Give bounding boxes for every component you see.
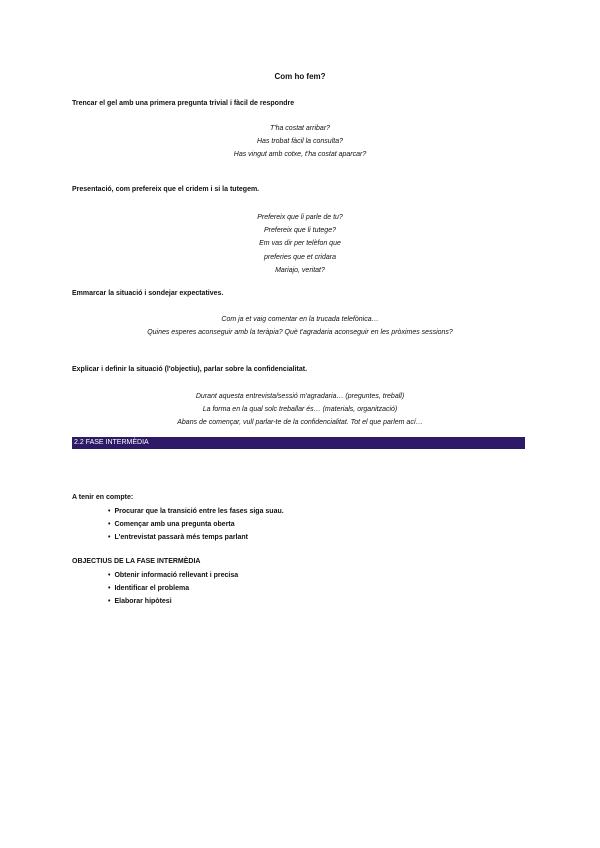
section-lead-explain: Explicar i definir la situació (l'objectiu), parlar sobre la confidencialitat. bbox=[72, 366, 308, 373]
example-line: Prefereix que li parle de tu? bbox=[257, 214, 343, 221]
example-questions-icebreaker bbox=[0, 122, 600, 162]
objectius-heading: OBJECTIUS DE LA FASE INTERMÈDIA bbox=[72, 558, 201, 565]
section-lead-icebreaker: Trencar el gel amb una primera pregunta trivial i fàcil de respondre bbox=[72, 100, 295, 107]
example-line: La forma en la qual solc treballar és… (materials, organització) bbox=[202, 406, 398, 414]
list-item: • Procurar que la transició entre les fases siga suau. bbox=[108, 505, 284, 518]
list-item: • Identificar el problema bbox=[108, 582, 238, 595]
example-line: Com ja et vaig comentar en la trucada telefònica… bbox=[221, 316, 379, 323]
objectius-list bbox=[108, 569, 238, 608]
list-item: • Obtenir informació rellevant i precisa bbox=[108, 569, 238, 582]
example-line: Has trobat fàcil la consulta? bbox=[257, 138, 343, 146]
atenir-heading: A tenir en compte: bbox=[72, 494, 134, 501]
example-questions-presentation bbox=[0, 211, 600, 277]
list-item: • L'entrevistat passarà més temps parlant bbox=[108, 531, 284, 544]
example-line: Has vingut amb cotxe, t'ha costat aparcar? bbox=[233, 151, 367, 159]
atenir-list bbox=[108, 505, 284, 544]
list-item: • Començar amb una pregunta oberta bbox=[108, 518, 284, 531]
example-questions-framing bbox=[0, 313, 600, 339]
example-line: Abans de començar, vull parlar-te de la confidencialitat. Tot el que parlem ací… bbox=[177, 419, 423, 427]
list-item: • Elaborar hipòtesi bbox=[108, 595, 238, 608]
section-lead-presentation: Presentació, com prefereix que el cridem i si la tutegem. bbox=[72, 186, 260, 193]
example-line: Em vas dir per telèfon que bbox=[259, 240, 341, 248]
example-line: Prefereix que li tutege? bbox=[264, 227, 336, 235]
section-header-bar: 2.2 FASE INTERMÈDIA bbox=[72, 437, 525, 449]
example-line: Mariajo, veritat? bbox=[275, 266, 325, 274]
example-line: Quines esperes aconseguir amb la teràpia? Què t'agradaria aconseguir en les pròximes sessions? bbox=[147, 329, 453, 337]
page-title: Com ho fem? bbox=[274, 72, 326, 81]
example-line: preferies que et cridara bbox=[264, 253, 336, 261]
example-line: Durant aquesta entrevista/sessió m'agradaria… (preguntes, treball) bbox=[195, 393, 405, 400]
section-lead-framing: Emmarcar la situació i sondejar expectatives. bbox=[72, 290, 224, 297]
example-questions-explain bbox=[0, 390, 600, 430]
example-line: T'ha costat arribar? bbox=[269, 125, 331, 132]
